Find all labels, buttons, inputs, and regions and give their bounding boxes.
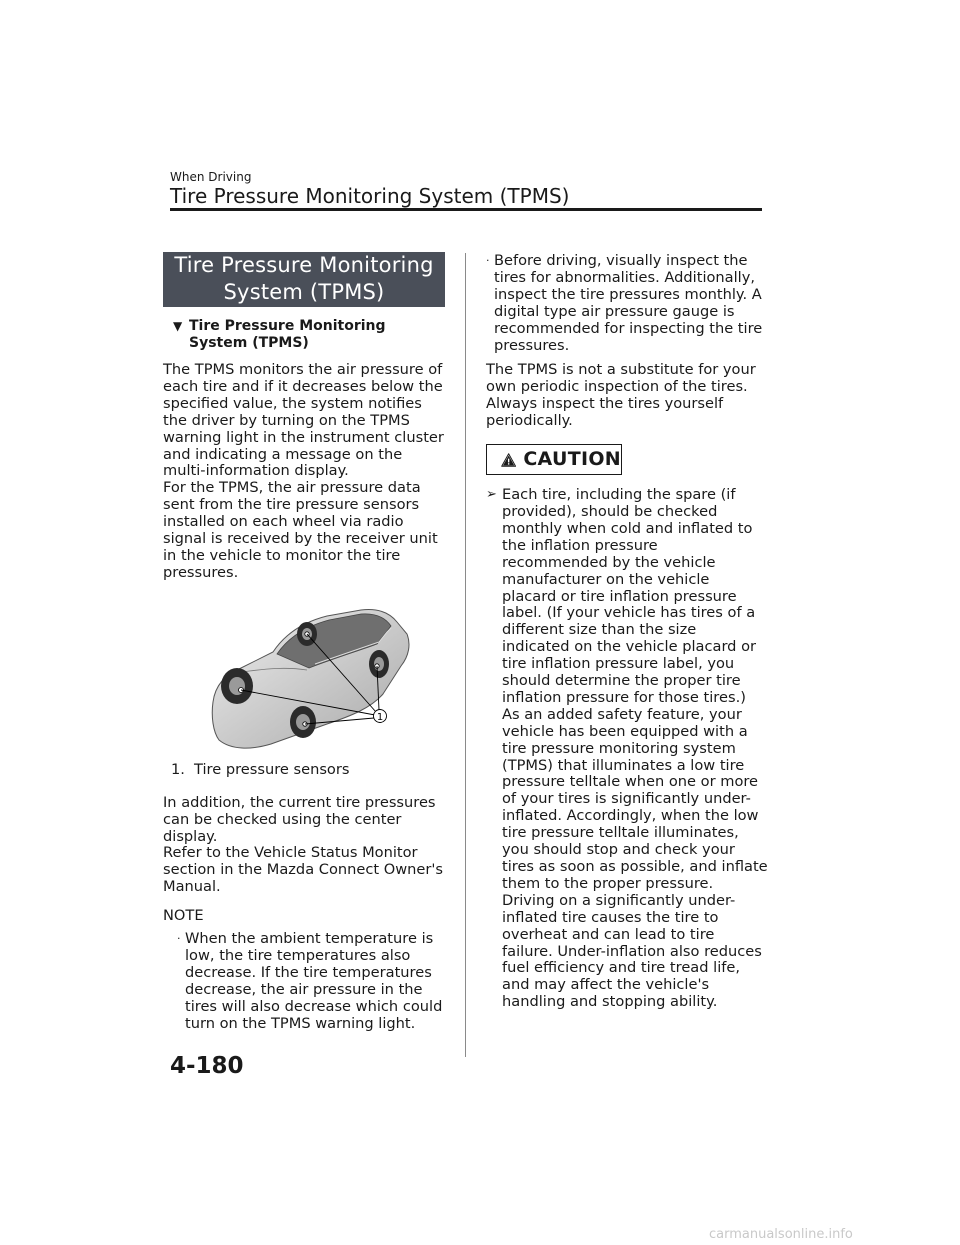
- caption-text: Tire pressure sensors: [194, 760, 350, 778]
- car-illustration: [211, 594, 421, 756]
- caution-box: [486, 444, 622, 475]
- inspection-bullet: [486, 253, 768, 354]
- radio-signal-paragraph: For the TPMS, the air pressure data sent from the tire pressure sensors installed on each wheel via radio signal is received by the receiver unit in the vehicle to monitor the tire pressures.: [163, 479, 438, 581]
- caution-paragraph-2: As an added safety feature, your vehicle has been equipped with a tire pressure monitoring system (TPMS) that illuminates a low tire pressure telltale when one or more of your tires is significantly under-inflated. Accordingly, when the low tire pressure telltale illuminates, you should stop and check your tires as soon as possible, and inflate them to the proper pressure. Driving on a significantly under-inflated tire causes the tire to overheat and can lead to tire failure. Under-inflation also reduces fuel efficiency and tire tread life, and may affect the vehicle's handling and stopping ability.: [502, 705, 768, 1011]
- intro-paragraph: The TPMS monitors the air pressure of each tire and if it decreases below the specified value, the system notifies the driver by turning on the TPMS warning light in the instrument cluster and indicating a message on the multi-information display.: [163, 361, 444, 480]
- left-column: [163, 252, 445, 1040]
- section-title-box: [163, 252, 445, 307]
- caution-item: [486, 487, 768, 1011]
- note-label: NOTE: [163, 907, 204, 925]
- subheading: [163, 318, 445, 352]
- section-title-line-1: Tire Pressure Monitoring: [174, 253, 434, 277]
- subheading-text: Tire Pressure Monitoring System (TPMS): [189, 318, 386, 351]
- column-divider: [465, 253, 466, 1057]
- watermark: carmanualsonline.info: [709, 1227, 853, 1242]
- header-title: Tire Pressure Monitoring System (TPMS): [170, 184, 570, 208]
- page-number: 4-180: [170, 1053, 244, 1079]
- bullet-dot-icon: ·: [177, 932, 181, 946]
- inspection-bullet-text: Before driving, visually inspect the tires for abnormalities. Additionally, inspect the tire pressures monthly. A digital type air pressure gauge is recommended for inspecting the tire pressures.: [494, 252, 763, 354]
- warning-triangle-icon: [501, 450, 516, 470]
- figure-caption: [163, 762, 445, 779]
- caution-paragraph-1: Each tire, including the spare (if provided), should be checked monthly when cold and inflated to the inflation pressure recommended by the vehicle manufacturer on the vehicle placard or tire inflation pressure label. (If your vehicle has tires of a different size than the size indicated on the vehicle placard or tire inflation pressure label, you should determine the proper tire inflation pressure for those tires.): [502, 486, 757, 706]
- tpms-car-figure: [211, 594, 421, 756]
- caution-label: CAUTION: [523, 448, 621, 471]
- arrow-bullet-icon: ➢: [486, 487, 497, 503]
- caution-item-body: [502, 487, 768, 1011]
- header-rule: [170, 208, 762, 211]
- center-display-paragraph: In addition, the current tire pressures can be checked using the center display.: [163, 793, 436, 845]
- callout-number: 1: [376, 711, 384, 723]
- note-bullet-text: When the ambient temperature is low, the tire temperatures also decrease. If the tire temperatures decrease, the air pressure in the tires will also decrease which could turn on the TPMS warning light.: [185, 930, 443, 1032]
- substitute-paragraph: The TPMS is not a substitute for your own periodic inspection of the tires. Always inspect the tires yourself periodically.: [486, 361, 756, 430]
- note-bullet: [163, 931, 445, 1032]
- header-section-label: When Driving: [170, 170, 252, 184]
- right-column: [486, 253, 768, 1011]
- triangle-down-icon: ▼: [173, 319, 183, 333]
- refer-paragraph: Refer to the Vehicle Status Monitor section in the Mazda Connect Owner's Manual.: [163, 844, 444, 896]
- bullet-dot-icon: ·: [486, 254, 490, 267]
- caption-number: 1.: [171, 760, 185, 778]
- section-title-line-2: System (TPMS): [223, 280, 385, 304]
